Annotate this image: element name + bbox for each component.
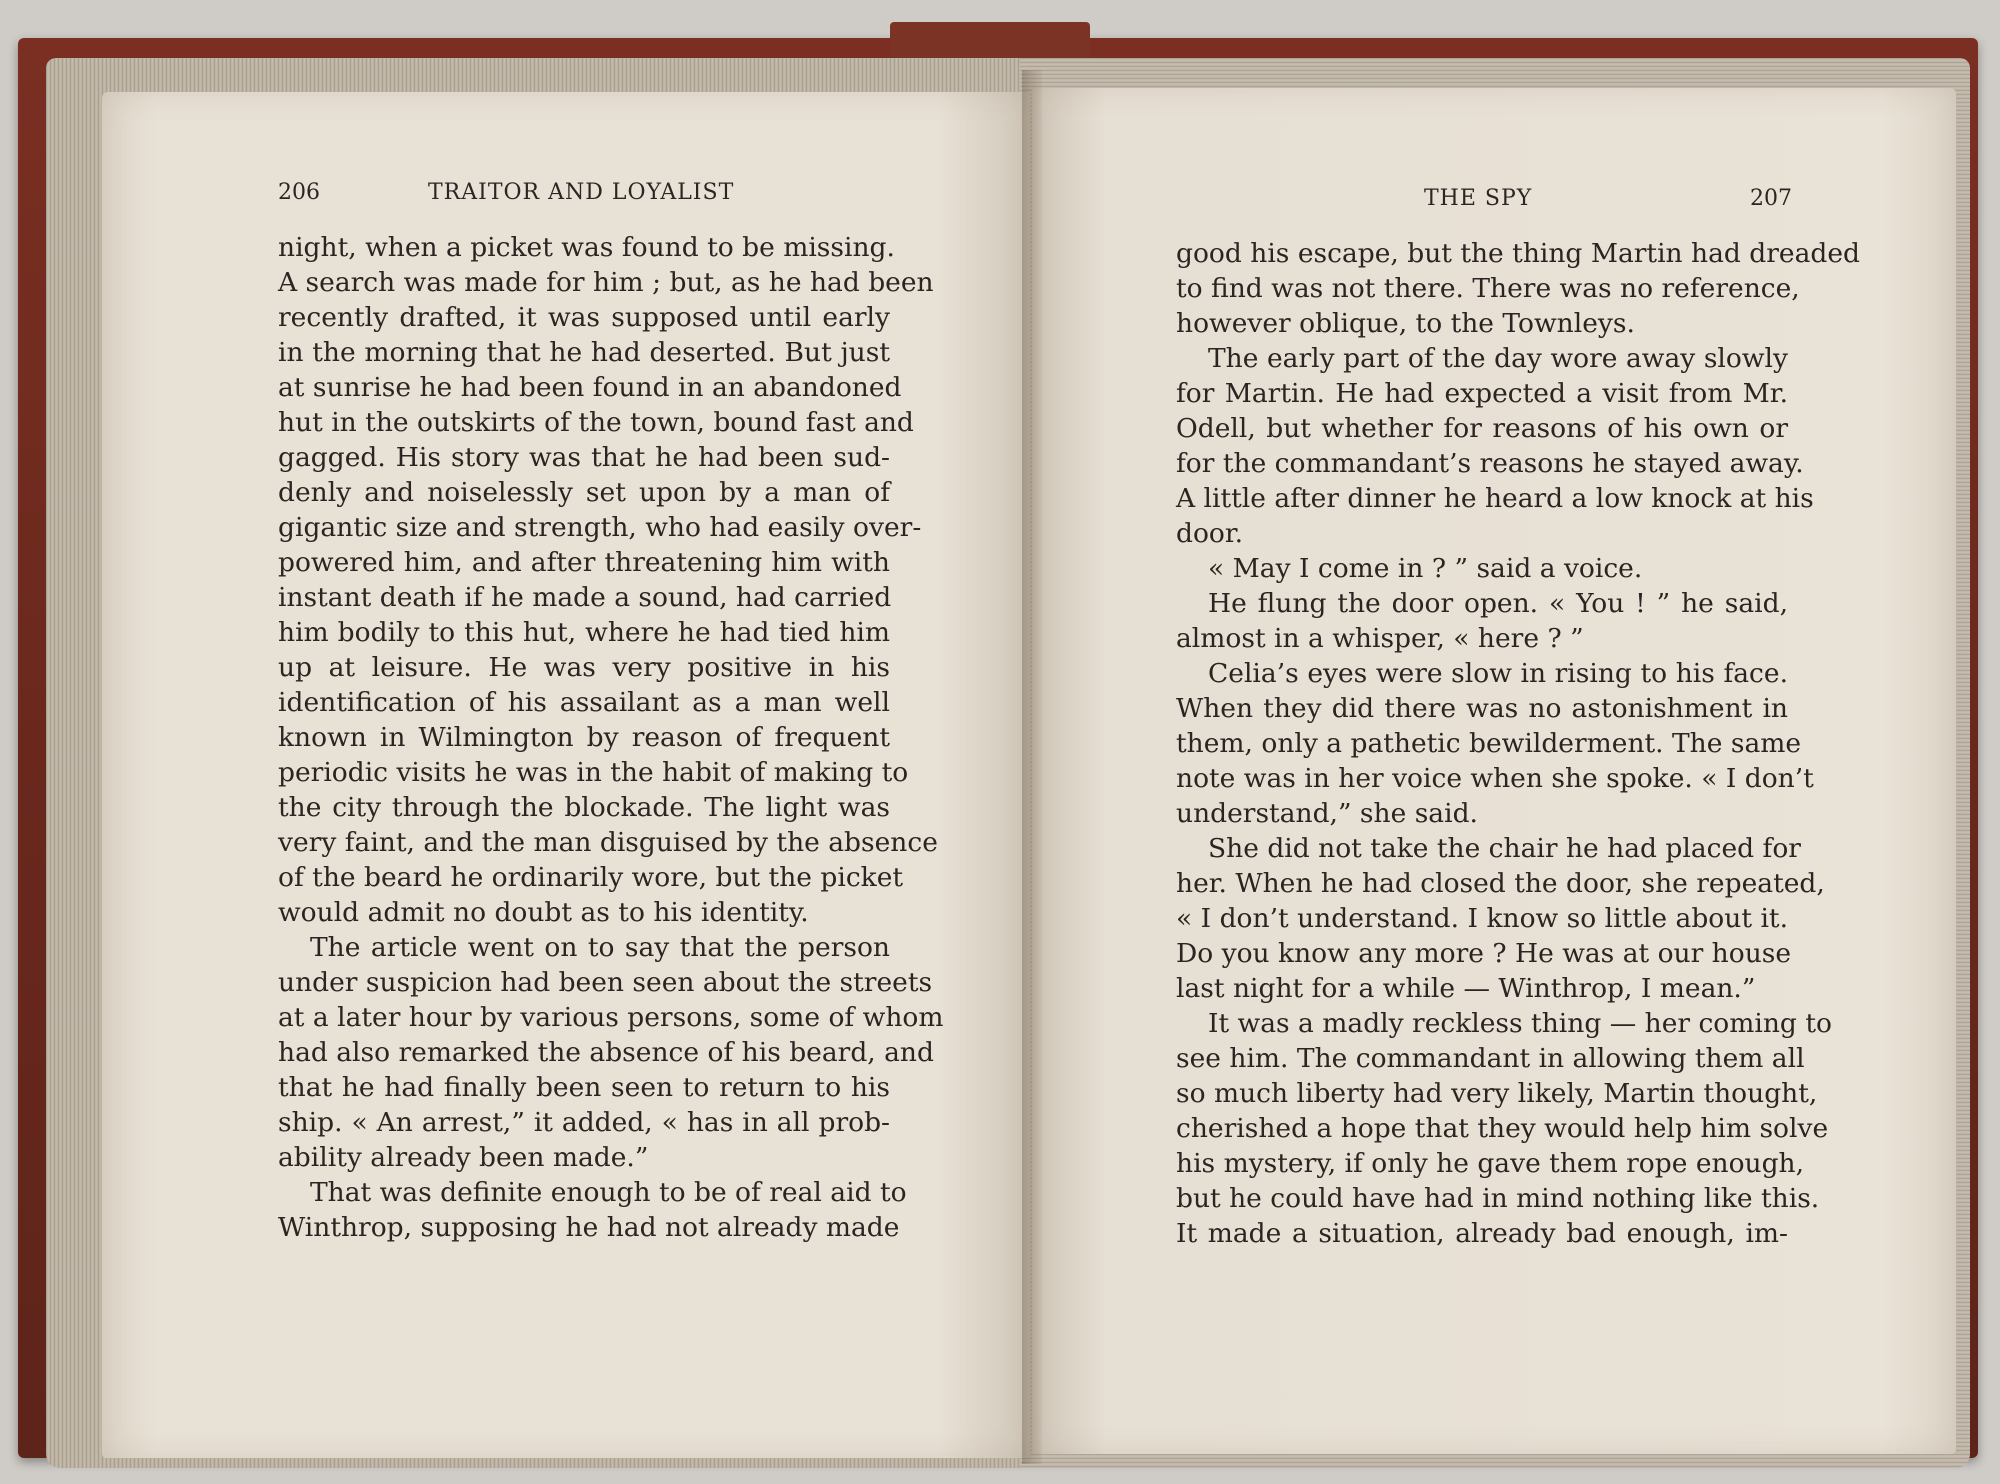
right-page-text xyxy=(1176,236,1861,1251)
text-line: When they did there was no astonishment in xyxy=(1176,693,1788,724)
left-page-number: 206 xyxy=(278,180,320,205)
text-line: Winthrop, supposing he had not already made xyxy=(278,1212,900,1243)
text-line: recently drafted, it was supposed until early xyxy=(278,302,890,333)
text-line: periodic visits he was in the habit of making to xyxy=(278,757,909,788)
text-line: « I don’t understand. I know so little about it. xyxy=(1176,903,1788,934)
text-line: in the morning that he had deserted. But just xyxy=(278,337,890,368)
right-page-number: 207 xyxy=(1750,186,1792,211)
text-line: them, only a pathetic bewilderment. The same xyxy=(1176,728,1802,759)
text-line: at sunrise he had been found in an abandoned xyxy=(278,372,902,403)
text-line: his mystery, if only he gave them rope enough, xyxy=(1176,1148,1805,1179)
text-line: night, when a picket was found to be missing. xyxy=(278,232,895,263)
text-line: for the commandant’s reasons he stayed away. xyxy=(1176,448,1804,479)
text-line: gagged. His story was that he had been sud- xyxy=(278,442,890,473)
text-line: see him. The commandant in allowing them all xyxy=(1176,1043,1805,1074)
text-line: under suspicion had been seen about the streets xyxy=(278,967,933,998)
text-line: Odell, but whether for reasons of his own or xyxy=(1176,413,1788,444)
spine-tab xyxy=(890,22,1090,62)
text-line: cherished a hope that they would help him solve xyxy=(1176,1113,1829,1144)
text-line: note was in her voice when she spoke. « I don’t xyxy=(1176,763,1814,794)
text-line: ability already been made.” xyxy=(278,1142,649,1173)
text-line: gigantic size and strength, who had easily over- xyxy=(278,512,922,543)
left-running-head: TRAITOR AND LOYALIST xyxy=(428,180,735,205)
right-running-head: THE SPY xyxy=(1424,186,1533,211)
text-line: A search was made for him ; but, as he had been xyxy=(278,267,934,298)
text-line: would admit no doubt as to his identity. xyxy=(278,897,809,928)
text-line: her. When he had closed the door, she repeated, xyxy=(1176,868,1825,899)
text-line: She did not take the chair he had placed for xyxy=(1208,833,1801,864)
text-line: powered him, and after threatening him with xyxy=(278,547,890,578)
text-line: It made a situation, already bad enough, im- xyxy=(1176,1218,1788,1249)
text-line: that he had finally been seen to return to his xyxy=(278,1072,890,1103)
text-line: had also remarked the absence of his beard, and xyxy=(278,1037,934,1068)
text-line: known in Wilmington by reason of frequent xyxy=(278,722,890,753)
text-line: It was a madly reckless thing — her coming to xyxy=(1208,1008,1832,1039)
text-line: ship. « An arrest,” it added, « has in all prob- xyxy=(278,1107,890,1138)
text-line: denly and noiselessly set upon by a man of xyxy=(278,477,890,508)
text-line: Celia’s eyes were slow in rising to his face. xyxy=(1208,658,1788,689)
text-line: for Martin. He had expected a visit from Mr. xyxy=(1176,378,1788,409)
text-line: but he could have had in mind nothing like this. xyxy=(1176,1183,1820,1214)
text-line: almost in a whisper, « here ? ” xyxy=(1176,623,1584,654)
text-line: to find was not there. There was no reference, xyxy=(1176,273,1800,304)
text-line: That was definite enough to be of real aid to xyxy=(310,1177,907,1208)
text-line: of the beard he ordinarily wore, but the picket xyxy=(278,862,904,893)
text-line: the city through the blockade. The light was xyxy=(278,792,890,823)
text-line: at a later hour by various persons, some of whom xyxy=(278,1002,944,1033)
text-line: good his escape, but the thing Martin had dreaded xyxy=(1176,238,1861,269)
text-line: last night for a while — Winthrop, I mean.” xyxy=(1176,973,1756,1004)
text-line: The article went on to say that the person xyxy=(310,932,890,963)
text-line: « May I come in ? ” said a voice. xyxy=(1208,553,1643,584)
text-line: Do you know any more ? He was at our house xyxy=(1176,938,1792,969)
text-line: He flung the door open. « You ! ” he said, xyxy=(1208,588,1788,619)
text-line: The early part of the day wore away slowly xyxy=(1208,343,1788,374)
left-page-text xyxy=(278,230,944,1245)
text-line: A little after dinner he heard a low knock at his xyxy=(1176,483,1814,514)
text-line: understand,” she said. xyxy=(1176,798,1478,829)
text-line: hut in the outskirts of the town, bound fast and xyxy=(278,407,914,438)
text-line: up at leisure. He was very positive in his xyxy=(278,652,890,683)
text-line: instant death if he made a sound, had carried xyxy=(278,582,892,613)
text-line: him bodily to this hut, where he had tied him xyxy=(278,617,890,648)
text-line: very faint, and the man disguised by the absence xyxy=(278,827,938,858)
text-line: so much liberty had very likely, Martin thought, xyxy=(1176,1078,1818,1109)
text-line: identification of his assailant as a man well xyxy=(278,687,890,718)
text-line: door. xyxy=(1176,518,1244,549)
text-line: however oblique, to the Townleys. xyxy=(1176,308,1635,339)
book-gutter xyxy=(1022,70,1042,1464)
